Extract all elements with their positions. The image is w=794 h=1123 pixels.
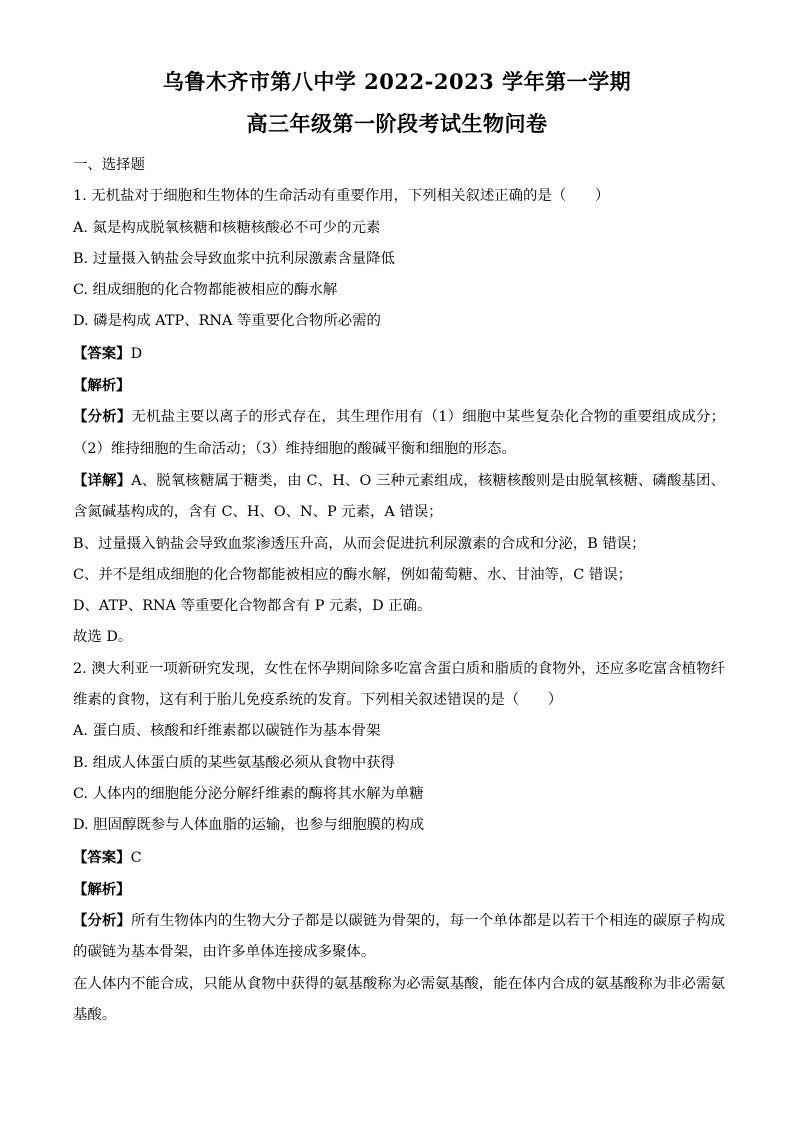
fenxi-text: 所有生物体内的生物大分子都是以碳链为骨架的，每一个单体都是以若干个相连的碳原子构成的碳链为基本骨架，由许多单体连接成多聚体。 [73, 913, 725, 961]
answer-tag: 【答案】 [73, 848, 131, 866]
fenxi-text: 无机盐主要以离子的形式存在，其生理作用有（1）细胞中某些复杂化合物的重要组成成分；（2）维持细胞的生命活动；（3）维持细胞的酸碱平衡和细胞的形态。 [73, 409, 725, 457]
question-1-fenxi [73, 401, 725, 465]
document-subtitle: 高三年级第一阶段考试生物问卷 [246, 111, 548, 136]
question-1-conclusion: 故选 D。 [73, 629, 133, 646]
document-title: 乌鲁木齐市第八中学 2022-2023 学年第一学期 [162, 69, 632, 94]
answer-value: D [130, 345, 143, 362]
question-1-xiangjie [73, 465, 725, 529]
document-body [73, 150, 725, 1031]
question-2-option-d: D. 胆固醇既参与人体血脂的运输，也参与细胞膜的构成 [73, 817, 425, 834]
question-2-stem: 2. 澳大利亚一项新研究发现，女性在怀孕期间除多吃富含蛋白质和脂质的食物外，还应多吃富含植物纤维素的食物，这有利于胎儿免疫系统的发育。下列相关叙述错误的是（ ） [73, 660, 725, 709]
question-2-answer [73, 842, 725, 874]
question-1-answer [73, 338, 725, 370]
xiangjie-tag: 【详解】 [73, 471, 132, 489]
question-2-extra: 在人体内不能合成，只能从食物中获得的氨基酸称为必需氨基酸，能在体内合成的氨基酸称为非必需氨基酸。 [73, 975, 725, 1024]
section-heading: 一、选择题 [73, 157, 145, 173]
xiangjie-a-text: A、脱氧核糖属于糖类，由 C、H、O 三种元素组成，核糖核酸则是由脱氧核糖、磷酸基团、含氮碱基构成的，含有 C、H、O、N、P 元素，A 错误； [73, 472, 725, 521]
question-1-option-d: D. 磷是构成 ATP、RNA 等重要化合物所必需的 [73, 313, 381, 330]
question-1-option-a: A. 氮是构成脱氧核糖和核糖核酸必不可少的元素 [73, 219, 381, 236]
question-1-xiangjie-d: D、ATP、RNA 等重要化合物都含有 P 元素，D 正确。 [73, 598, 432, 615]
question-2-analysis-tag: 【解析】 [73, 880, 131, 898]
question-1-stem: 1. 无机盐对于细胞和生物体的生命活动有重要作用，下列相关叙述正确的是（ ） [73, 188, 610, 205]
question-1-option-b: B. 过量摄入钠盐会导致血浆中抗利尿激素含量降低 [73, 250, 395, 267]
question-1-option-c: C. 组成细胞的化合物都能被相应的酶水解 [73, 282, 338, 299]
question-2-option-b: B. 组成人体蛋白质的某些氨基酸必须从食物中获得 [73, 754, 395, 771]
question-2-fenxi [73, 905, 725, 969]
question-2-option-c: C. 人体内的细胞能分泌分解纤维素的酶将其水解为单糖 [73, 785, 424, 802]
answer-value: C [130, 849, 142, 866]
question-2-option-a: A. 蛋白质、核酸和纤维素都以碳链作为基本骨架 [73, 723, 381, 740]
fenxi-tag: 【分析】 [73, 408, 132, 426]
answer-tag: 【答案】 [73, 344, 131, 362]
question-1-analysis-tag: 【解析】 [73, 377, 131, 395]
fenxi-tag: 【分析】 [73, 912, 131, 930]
question-1-xiangjie-b: B、过量摄入钠盐会导致血浆渗透压升高，从而会促进抗利尿激素的合成和分泌，B 错误； [73, 535, 646, 552]
question-1-xiangjie-c: C、并不是组成细胞的化合物都能被相应的酶水解，例如葡萄糖、水、甘油等，C 错误； [73, 566, 633, 583]
